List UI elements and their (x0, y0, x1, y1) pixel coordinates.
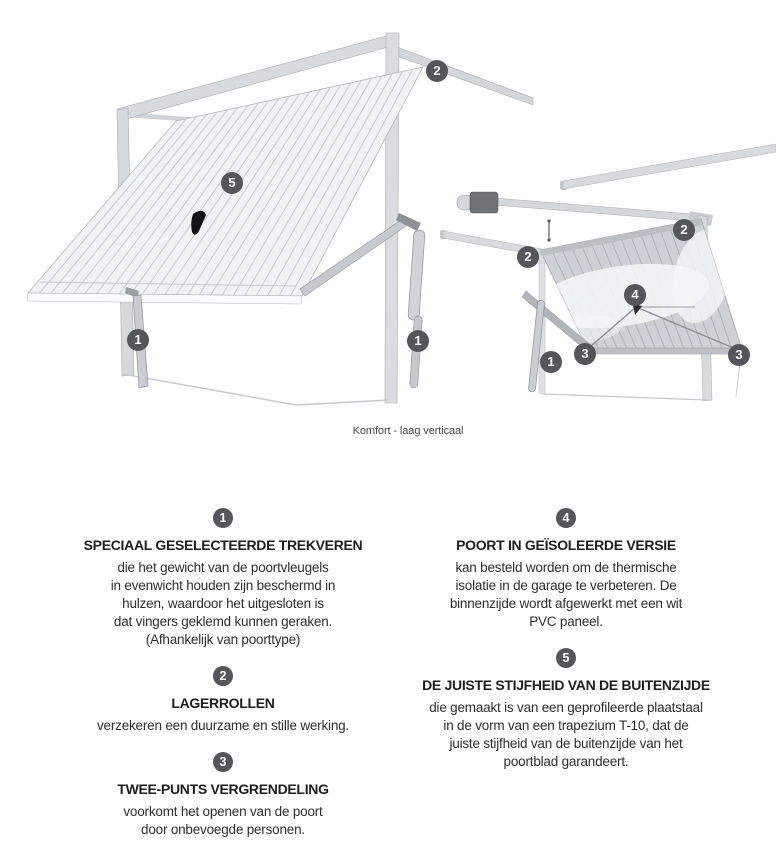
description-line: die het gewicht van de poortvleugels (117, 560, 329, 575)
description-line: (Afhankelijk van poorttype) (145, 632, 301, 647)
description-line: juiste stijfheid van de buitenzijde van het (449, 736, 683, 751)
feature-title: TWEE-PUNTS VERGRENDELING (117, 781, 329, 797)
feature-vergrendeling (60, 752, 386, 839)
description-line: hulzen, waardoor het uitgesloten is (122, 596, 324, 611)
description-line: dat vingers geklemd kunnen geraken. (113, 614, 333, 629)
callout-badge: 2 (426, 60, 448, 82)
feature-title: DE JUISTE STIJFHEID VAN DE BUITENZIJDE (422, 677, 710, 693)
feature-geisoleerde-versie (399, 508, 733, 631)
right-door-illustration (440, 144, 776, 401)
feature-title: LAGERROLLEN (171, 695, 275, 711)
figure-caption: Komfort - laag verticaal (352, 425, 464, 437)
description-line: door onbevoegde personen. (141, 822, 305, 837)
feature-title: SPECIAAL GESELECTEERDE TREKVEREN (83, 537, 363, 553)
description-line: PVC paneel. (529, 614, 603, 629)
feature-description (60, 717, 386, 735)
feature-number-badge: 1 (213, 508, 233, 528)
feature-title: POORT IN GEÏSOLEERDE VERSIE (456, 537, 676, 553)
callout-badge: 1 (407, 330, 429, 352)
description-line: binnenzijde wordt afgewerkt met een wit (449, 596, 683, 611)
left-door-illustration (27, 33, 533, 405)
description-line: kan besteld worden om de thermische (455, 560, 677, 575)
description-line: die gemaakt is van een geprofileerde plaatstaal (429, 700, 703, 715)
callout-badge: 1 (127, 329, 149, 351)
callout-badge: 1 (540, 351, 562, 373)
feature-number-badge: 4 (556, 508, 576, 528)
feature-description (399, 559, 733, 631)
callout-badge: 2 (517, 246, 539, 268)
description-line: verzekeren een duurzame en stille werking. (97, 718, 349, 733)
features-left-column (60, 508, 386, 856)
callout-badge: 5 (221, 172, 243, 194)
callout-badge: 3 (574, 343, 596, 365)
features-right-column (399, 508, 733, 788)
feature-description (60, 559, 386, 649)
feature-trekveren (60, 508, 386, 649)
description-line: voorkomt het openen van de poort (123, 804, 323, 819)
feature-description (399, 699, 733, 771)
description-line: in de vorm van een trapezium T-10, dat de (443, 718, 689, 733)
feature-number-badge: 2 (213, 666, 233, 686)
opener-motor (470, 192, 498, 213)
callout-badge: 2 (673, 219, 695, 241)
feature-number-badge: 5 (556, 648, 576, 668)
description-line: isolatie in de garage te verbeteren. De (455, 578, 677, 593)
description-line: in evenwicht houden zijn beschermd in (110, 578, 336, 593)
callout-badge: 3 (728, 344, 750, 366)
feature-lagerrollen (60, 666, 386, 735)
description-line: poortblad garandeert. (503, 754, 629, 769)
feature-number-badge: 3 (213, 752, 233, 772)
callout-badge: 4 (624, 284, 646, 306)
feature-stijfheid-buitenzijde (399, 648, 733, 771)
feature-description (60, 803, 386, 839)
